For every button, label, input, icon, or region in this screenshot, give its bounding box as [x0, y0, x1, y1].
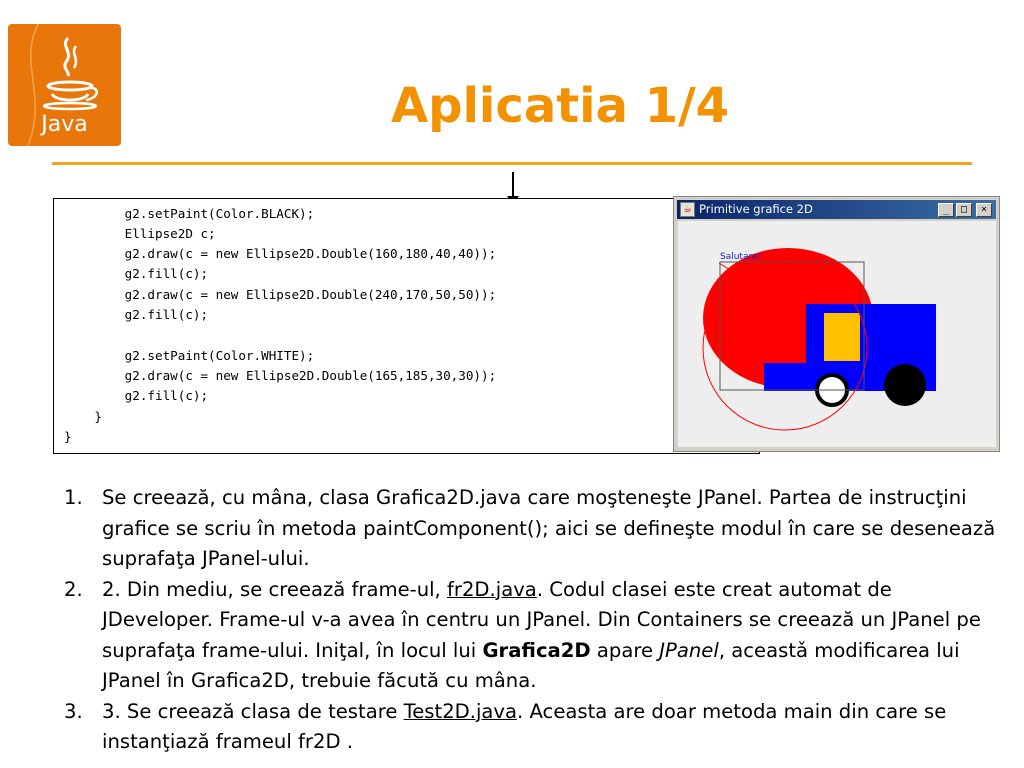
note-text: . Aceasta are doar metoda main din care se instanţiază frameul fr2D .	[102, 699, 947, 753]
code-line: g2.setPaint(Color.WHITE);	[64, 348, 315, 363]
code-line: Ellipse2D c;	[64, 226, 216, 241]
truck-hood	[764, 363, 824, 391]
code-line: }	[64, 429, 72, 444]
code-line: g2.fill(c);	[64, 388, 209, 403]
numbered-notes	[64, 483, 999, 758]
rear-wheel	[884, 364, 926, 406]
code-line: g2.draw(c = new Ellipse2D.Double(160,180,40,40));	[64, 246, 497, 261]
slide-title: Aplicatia 1/4	[390, 78, 730, 134]
window-titlebar[interactable]	[677, 200, 996, 219]
list-number: 1.	[64, 486, 83, 509]
code-line: g2.fill(c);	[64, 307, 209, 322]
list-item	[64, 575, 999, 697]
list-item	[64, 483, 999, 575]
note-text: . Codul clasei este creat automat de JDeveloper. Frame-ul v-a avea în centru un JPanel. Din Containers se creează un JPanel pe suprafaţa frame-ului. Iniţal, în locul lui	[102, 577, 981, 662]
code-line: g2.draw(c = new Ellipse2D.Double(240,170,50,50));	[64, 287, 497, 302]
note-text: 2. Din mediu, se creează frame-ul,	[102, 577, 448, 601]
pointer-arrow-line	[512, 172, 514, 198]
list-item	[64, 697, 999, 758]
logo-text: Java	[41, 112, 88, 137]
canvas-greeting: Salutare!	[720, 252, 762, 262]
drawing-canvas	[678, 221, 996, 447]
note-text: apare	[590, 638, 660, 662]
fr2d-link[interactable]: fr2D.java	[447, 577, 537, 601]
minimize-button[interactable]: _	[938, 203, 954, 217]
title-divider	[52, 162, 972, 165]
note-text: Se creează, cu mâna, clasa Grafica2D.java care moşteneşte JPanel. Partea de instrucţini grafice se scriu în metoda paintComponent(); aici se defineşte modul în care se desenează suprafaţa JPanel-ului.	[102, 486, 996, 570]
window-title: Primitive grafice 2D	[699, 202, 813, 216]
test2d-link[interactable]: Test2D.java	[403, 699, 518, 723]
app-window	[673, 196, 1000, 452]
close-button[interactable]: ×	[976, 203, 992, 217]
note-italic-text: JPanel	[659, 638, 719, 662]
truck-window	[824, 313, 860, 361]
code-line: g2.setPaint(Color.BLACK);	[64, 206, 315, 221]
maximize-button[interactable]: □	[956, 203, 972, 217]
list-number: 3.	[64, 699, 83, 723]
note-bold-text: Grafica2D	[482, 638, 591, 662]
java-app-icon[interactable]: ☕	[680, 202, 695, 217]
note-text: , aceastǎ modificarea lui JPanel în Grafica2D, trebuie făcută cu mâna.	[102, 638, 960, 692]
code-line: g2.fill(c);	[64, 266, 209, 281]
list-number: 2.	[64, 577, 83, 601]
java-logo	[8, 24, 121, 146]
code-line: g2.draw(c = new Ellipse2D.Double(165,185,30,30));	[64, 368, 497, 383]
note-text: 3. Se creează clasa de testare	[102, 699, 404, 723]
code-snippet-box	[53, 198, 760, 454]
drawing-surface	[678, 221, 996, 447]
code-line: }	[64, 409, 102, 424]
